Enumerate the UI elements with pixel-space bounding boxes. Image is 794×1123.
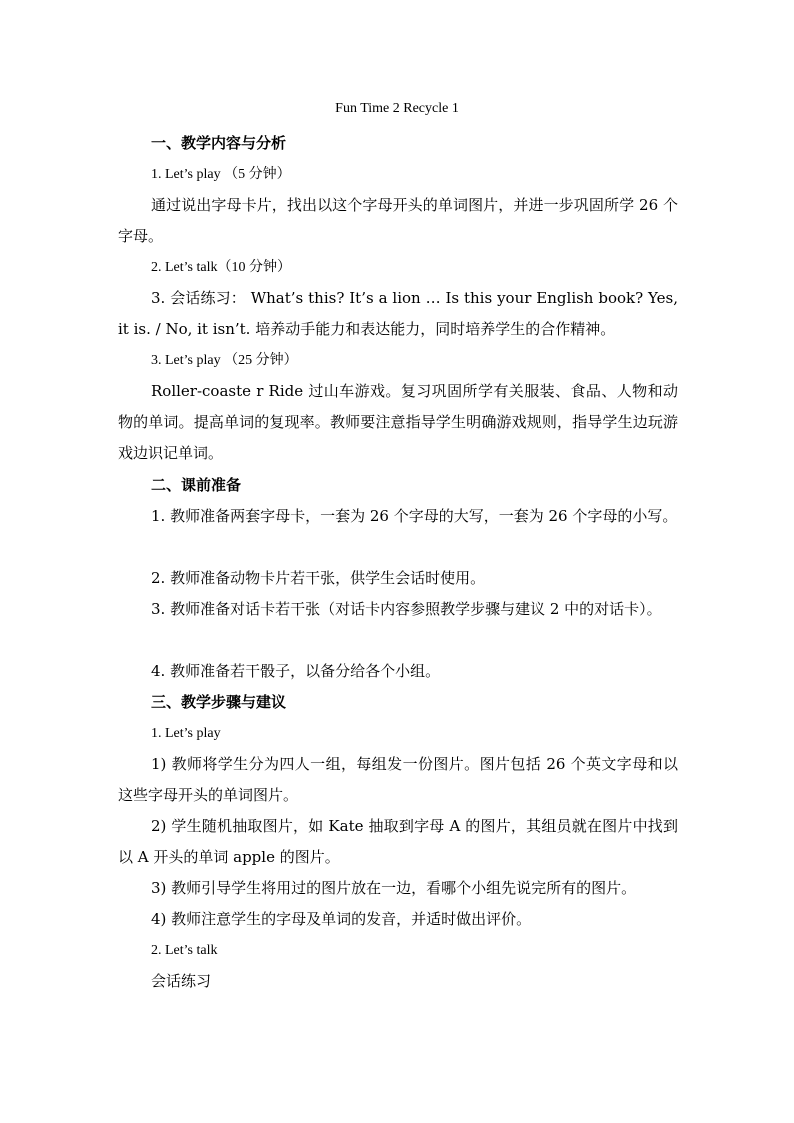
paragraph: 4) 教师注意学生的字母及单词的发音，并适时做出评价。 <box>151 910 532 928</box>
paragraph: 3. Let’s play （25 分钟） <box>151 353 298 368</box>
paragraph: 1. 教师准备两套字母卡，一套为 26 个字母的大写，一套为 26 个字母的小写。 <box>151 507 678 525</box>
paragraph: 会话练习 <box>151 972 212 990</box>
paragraph: 2) 学生随机抽取图片，如 Kate 抽取到字母 A 的图片，其组员就在图片中找到以 A 开头的单词 apple 的图片。 <box>118 817 678 866</box>
paragraph: 2. Let’s talk <box>151 943 218 958</box>
paragraph: 1. Let’s play （5 分钟） <box>151 167 291 182</box>
section-heading-content-analysis: 一、教学内容与分析 <box>151 134 287 152</box>
paragraph: 3. 教师准备对话卡若干张（对话卡内容参照教学步骤与建议 2 中的对话卡）。 <box>151 600 662 618</box>
paragraph: Roller-coaste r Ride 过山车游戏。复习巩固所学有关服装、食品、人物和动物的单词。提高单词的复现率。教师要注意指导学生明确游戏规则，指导学生边玩游戏边识记单词。 <box>118 382 678 462</box>
paragraph: 通过说出字母卡片，找出以这个字母开头的单词图片，并进一步巩固所学 26 个字母。 <box>118 196 678 245</box>
section-heading-preparation: 二、课前准备 <box>151 476 242 494</box>
paragraph: 4. 教师准备若干骰子，以备分给各个小组。 <box>151 662 441 680</box>
section-heading-steps: 三、教学步骤与建议 <box>151 693 287 711</box>
paragraph: 3) 教师引导学生将用过的图片放在一边，看哪个小组先说完所有的图片。 <box>151 879 637 897</box>
paragraph: 2. Let’s talk（10 分钟） <box>151 260 291 275</box>
document-title: Fun Time 2 Recycle 1 <box>335 101 459 116</box>
paragraph: 2. 教师准备动物卡片若干张，供学生会话时使用。 <box>151 569 486 587</box>
paragraph: 3. 会话练习： What’s this? It’s a lion … Is this your English book? Yes, it is. / No, it isn’t. 培养动手能力和表达能力，同时培养学生的合作精神。 <box>118 289 678 338</box>
paragraph: 1) 教师将学生分为四人一组，每组发一份图片。图片包括 26 个英文字母和以这些字母开头的单词图片。 <box>118 755 678 804</box>
paragraph: 1. Let’s play <box>151 726 221 741</box>
